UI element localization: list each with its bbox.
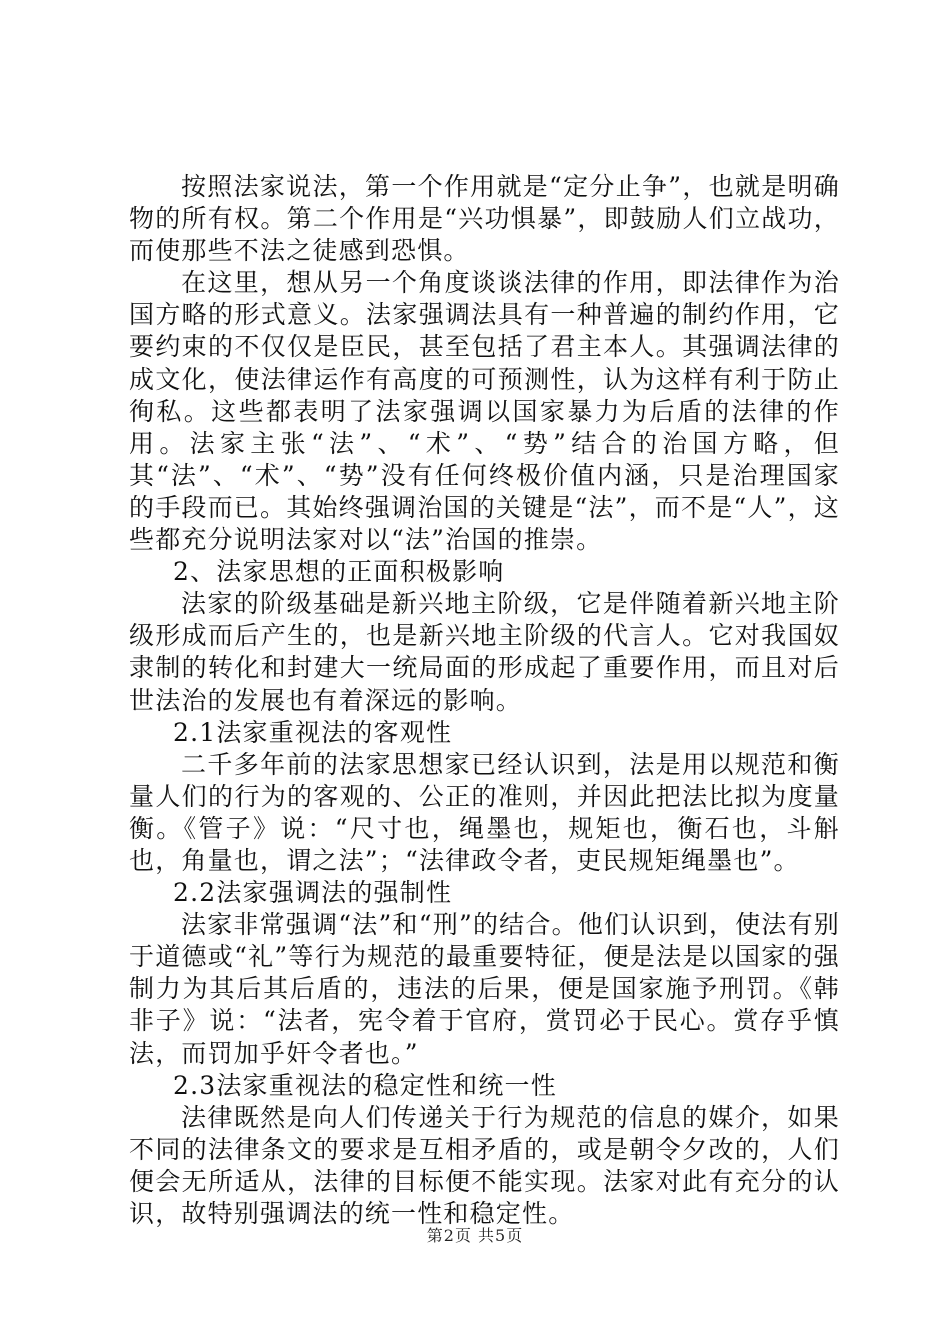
subsection-heading: 2.2法家强调法的强制性 <box>173 878 453 908</box>
body-paragraph: 按照法家说法，第一个作用就是“定分止争”，也就是明确物的所有权。第二个作用是“兴功惧暴”，即鼓励人们立战功，而使那些不法之徒感到恐惧。 <box>129 172 840 266</box>
subsection-heading: 2.1法家重视法的客观性 <box>173 717 453 747</box>
page-number-footer: 第2页 共5页 <box>426 1226 524 1245</box>
body-paragraph: 法家的阶级基础是新兴地主阶级，它是伴随着新兴地主阶级形成而后产生的，也是新兴地主阶级的代言人。它对我国奴隶制的转化和封建大一统局面的形成起了重要作用，而且对后世法治的发展也有着深远的影响。 <box>129 589 840 715</box>
subsection-heading: 2.3法家重视法的稳定性和统一性 <box>173 1070 557 1100</box>
body-paragraph: 二千多年前的法家思想家已经认识到，法是用以规范和衡量人们的行为的客观的、公正的准则，并因此把法比拟为度量衡。《管子》说：“尺寸也，绳墨也，规矩也，衡石也，斗斛也，角量也，谓之法”；“法律政令者，吏民规矩绳墨也”。 <box>129 749 840 875</box>
body-paragraph: 法律既然是向人们传递关于行为规范的信息的媒介，如果不同的法律条文的要求是互相矛盾的，或是朝令夕改的，人们便会无所适从，法律的目标便不能实现。法家对此有充分的认识，故特别强调法的统一性和稳定性。 <box>129 1102 840 1228</box>
body-paragraph: 法家非常强调“法”和“刑”的结合。他们认识到，使法有别于道德或“礼”等行为规范的最重要特征，便是法是以国家的强制力为其后其后盾的，违法的后果，便是国家施予刑罚。《韩非子》说：“法者，宪令着于官府，赏罚必于民心。赏存乎慎法，而罚加乎奸令者也。” <box>129 910 840 1068</box>
document-body <box>129 171 840 1230</box>
body-paragraph: 在这里，想从另一个角度谈谈法律的作用，即法律作为治国方略的形式意义。法家强调法具有一种普遍的制约作用，它要约束的不仅仅是臣民，甚至包括了君主本人。其强调法律的成文化，使法律运作有高度的可预测性，认为这样有利于防止徇私。这些都表明了法家强调以国家暴力为后盾的法律的作用。法家主张“法”、“术”、“势”结合的治国方略，但其“法”、“术”、“势”没有任何终极价值内涵，只是治理国家的手段而已。其始终强调治国的关键是“法”，而不是“人”，这些都充分说明法家对以“法”治国的推崇。 <box>129 268 840 555</box>
section-heading: 2、法家思想的正面积极影响 <box>173 557 505 587</box>
